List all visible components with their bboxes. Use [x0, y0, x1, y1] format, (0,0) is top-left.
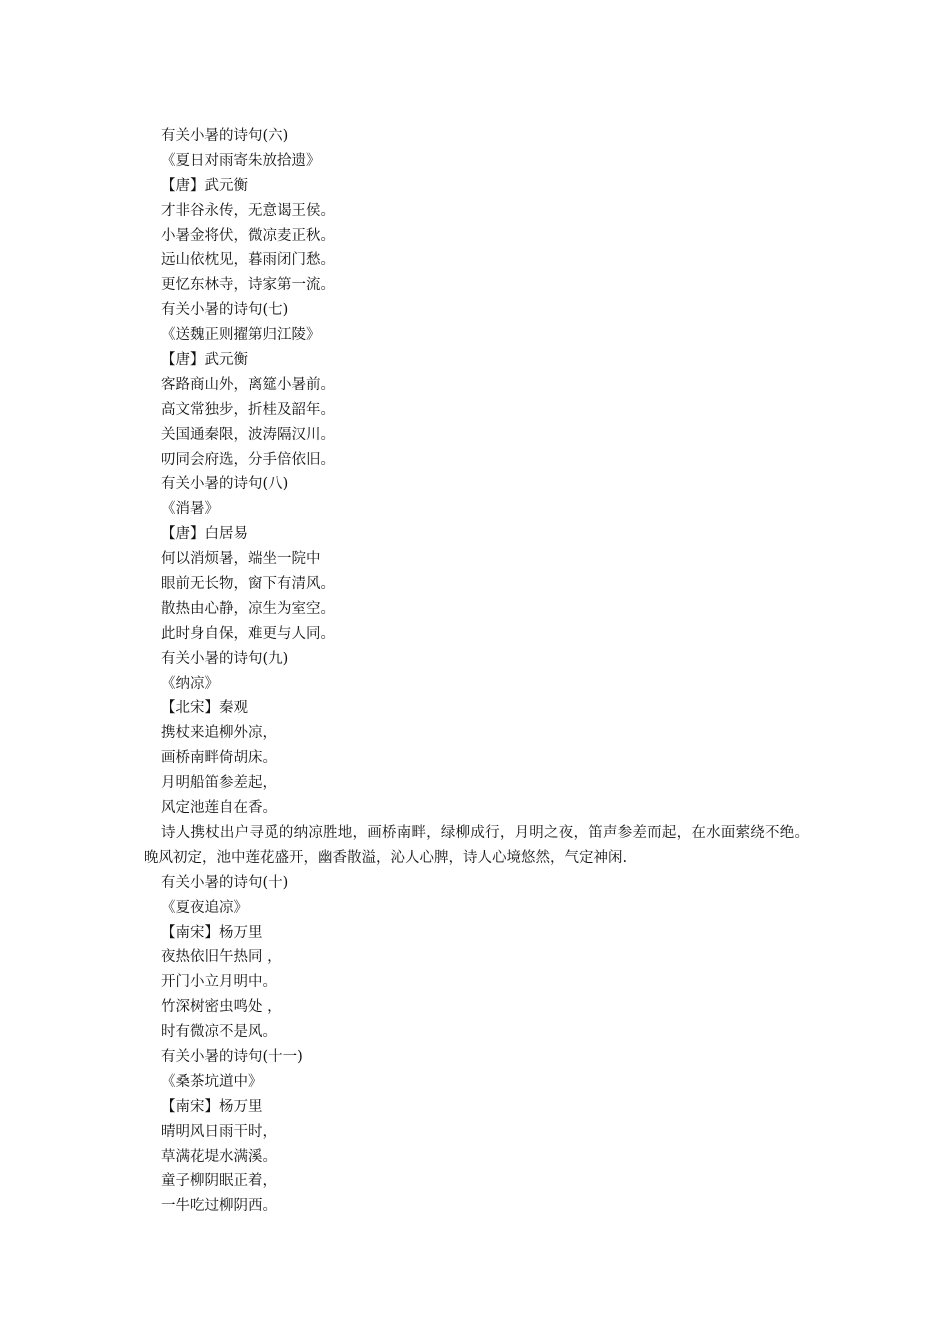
poem-line: 此时身自保，难更与人同。	[161, 625, 335, 642]
poem-line: 草满花堤水满溪。	[161, 1148, 277, 1165]
poem-line: 高文常独步，折桂及韶年。	[161, 401, 335, 418]
poem-line: 夜热依旧午热同 ，	[161, 949, 282, 966]
poem-author: 【北宋】秦观	[161, 700, 248, 717]
poem-author: 【唐】武元衡	[161, 352, 248, 369]
poem-line: 散热由心静，凉生为室空。	[161, 600, 335, 617]
poem-author: 【南宋】杨万里	[161, 924, 263, 941]
poem-line: 关国通秦限，波涛隔汉川。	[161, 426, 335, 443]
poem-title: 《夏夜追凉》	[161, 899, 248, 916]
poem-line: 何以消烦暑，端坐一院中	[161, 551, 321, 568]
poem-line: 风定池莲自在香。	[161, 800, 277, 817]
section-heading: 有关小暑的诗句(十一)	[161, 1048, 303, 1065]
poem-title: 《夏日对雨寄朱放拾遗》	[161, 152, 321, 169]
poem-line: 时有微凉不是风。	[161, 1024, 277, 1041]
section-heading: 有关小暑的诗句(十)	[161, 874, 289, 891]
poem-title: 《送魏正则擢第归江陵》	[161, 327, 321, 344]
poem-line: 携杖来追柳外凉，	[161, 725, 277, 742]
poem-title: 《桑茶坑道中》	[161, 1073, 263, 1090]
poem-line: 叨同会府选，分手倍依旧。	[161, 451, 335, 468]
poem-line: 月明船笛参差起，	[161, 775, 277, 792]
poem-author: 【南宋】杨万里	[161, 1098, 263, 1115]
poem-line: 晴明风日雨干时，	[161, 1123, 277, 1140]
document-body	[144, 124, 809, 1219]
poem-line: 更忆东林寺，诗家第一流。	[161, 277, 335, 294]
poem-line: 一牛吃过柳阴西。	[161, 1198, 277, 1215]
poem-line: 画桥南畔倚胡床。	[161, 750, 277, 767]
poem-author: 【唐】白居易	[161, 526, 248, 543]
section-heading: 有关小暑的诗句(七)	[161, 302, 289, 319]
poem-author: 【唐】武元衡	[161, 177, 248, 194]
poem-title: 《消暑》	[161, 501, 219, 518]
poem-line: 童子柳阴眠正着，	[161, 1173, 277, 1190]
poem-line: 竹深树密虫鸣处 ，	[161, 999, 282, 1016]
section-heading: 有关小暑的诗句(九)	[161, 650, 289, 667]
section-heading: 有关小暑的诗句(六)	[161, 128, 289, 144]
poem-line: 才非谷永传，无意谒王侯。	[161, 202, 335, 219]
poem-line: 眼前无长物，窗下有清风。	[161, 576, 335, 593]
poem-line: 小暑金将伏，微凉麦正秋。	[161, 227, 335, 244]
poem-line: 客路商山外，离筵小暑前。	[161, 376, 335, 393]
poem-line: 开门小立月明中。	[161, 974, 277, 991]
commentary-paragraph: 诗人携杖出户寻觅的纳凉胜地，画桥南畔，绿柳成行，月明之夜，笛声参差而起，在水面萦绕不绝。晚风初定，池中莲花盛开，幽香散溢，沁人心脾，诗人心境悠然，气定神闲.	[144, 824, 809, 866]
poem-title: 《纳凉》	[161, 675, 219, 692]
poem-line: 远山依枕见，暮雨闭门愁。	[161, 252, 335, 269]
section-heading: 有关小暑的诗句(八)	[161, 476, 289, 493]
